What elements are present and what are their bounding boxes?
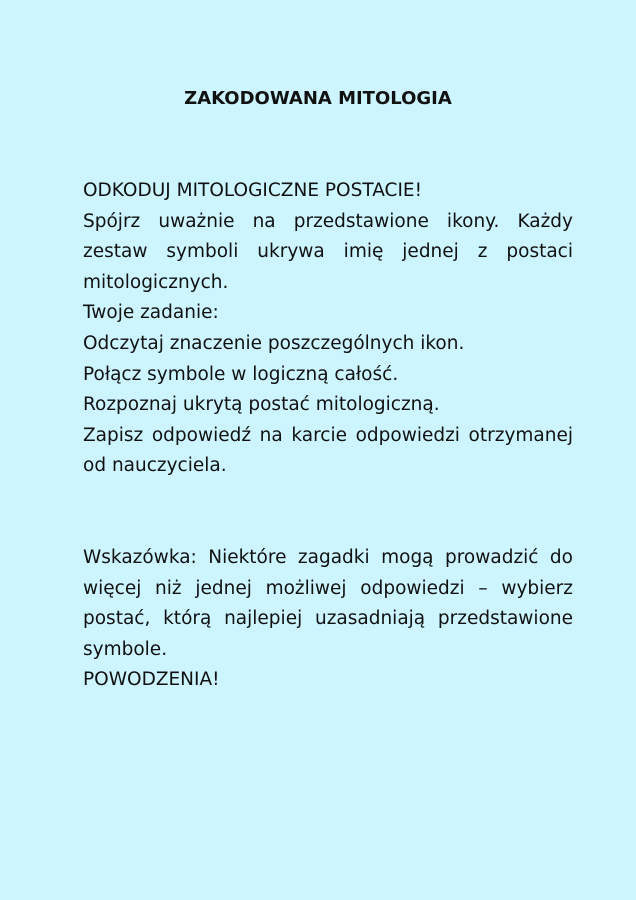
page-title: ZAKODOWANA MITOLOGIA — [184, 88, 452, 109]
task-step-4: Zapisz odpowiedź na karcie odpowiedzi otrzymanej od nauczyciela. — [83, 424, 573, 477]
instructions-heading: ODKODUJ MITOLOGICZNE POSTACIE! — [83, 180, 423, 201]
closing-text: POWODZENIA! — [83, 669, 220, 691]
section-spacer — [83, 482, 573, 543]
task-step-2: Połącz symbole w logiczną całość. — [83, 363, 399, 385]
task-label: Twoje zadanie: — [83, 302, 219, 324]
instructions-block — [83, 176, 573, 696]
task-step-3: Rozpoznaj ukrytą postać mitologiczną. — [83, 394, 440, 416]
instructions-intro: Spójrz uważnie na przedstawione ikony. Każdy zestaw symboli ukrywa imię jednej z postaci mitologicznych. — [83, 210, 573, 293]
hint-text: Wskazówka: Niektóre zagadki mogą prowadzić do więcej niż jednej możliwej odpowiedzi – wybierz postać, którą najlepiej uzasadniają przedstawione symbole. — [83, 546, 573, 660]
task-step-1: Odczytaj znaczenie poszczególnych ikon. — [83, 332, 465, 354]
